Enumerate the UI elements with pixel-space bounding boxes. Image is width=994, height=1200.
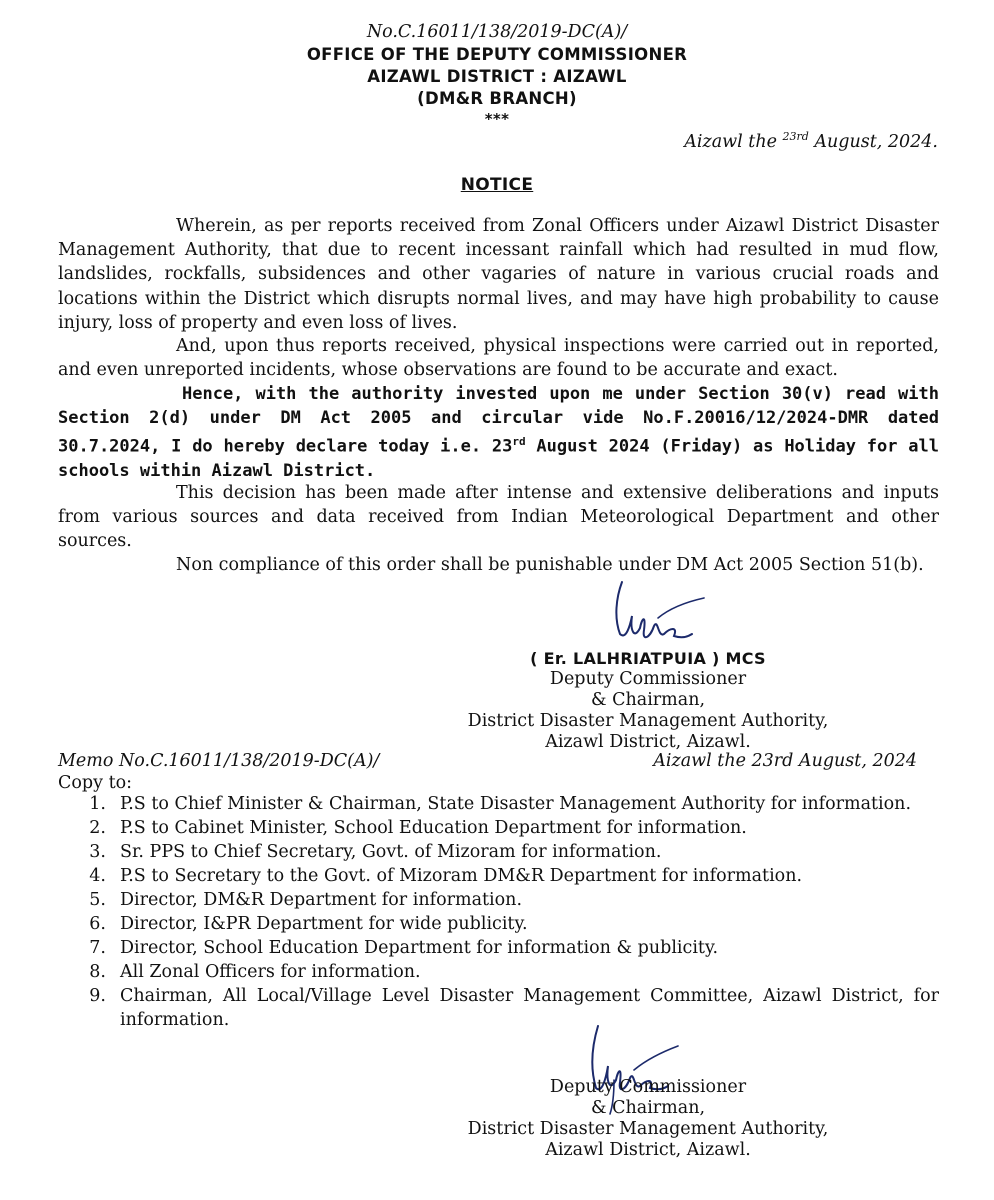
paragraph-1-text: Wherein, as per reports received from Zonal Officers under Aizawl District Disaster Management Authority, that due to recent incessant rainfall which had resulted in mud flow, landslides, rockfalls, subsidences and other vagaries of nature in various crucial roads and locations within the District which disrupts normal lives, and may have high probability to cause injury, loss of property and even loss of lives.: [58, 216, 939, 333]
list-item-number: 6.: [89, 914, 106, 934]
list-item-text: Director, I&PR Department for wide publicity.: [120, 914, 528, 934]
list-item: [84, 984, 939, 1032]
signatory-chairman: & Chairman,: [590, 690, 706, 710]
list-item: [84, 840, 939, 864]
notice-title: NOTICE: [460, 175, 534, 195]
declaration-text-a: Hence, with the authority invested upon me under Section 30(v) read with Section 2(d) under DM Act 2005 and circular vide No.F.20016/12/2024-DMR dated 30.7.2024, I do hereby declare today i.e. 23: [58, 384, 939, 458]
signatory-block: [420, 648, 876, 753]
paragraph-2-text: And, upon thus reports received, physical inspections were carried out in reported, and even unreported incidents, whose observations are found to be accurate and exact.: [58, 336, 939, 381]
list-item: [84, 864, 939, 888]
paragraph-1: [58, 214, 939, 335]
stars-separator: ***: [484, 110, 510, 128]
list-item-text: All Zonal Officers for information.: [120, 962, 421, 982]
list-item-number: 5.: [89, 890, 106, 910]
paragraph-5: [58, 553, 939, 577]
signatory-location: Aizawl District, Aizawl.: [545, 732, 751, 752]
file-number: No.C.16011/138/2019-DC(A)/: [366, 22, 628, 42]
footer-designation: Deputy Commissioner: [549, 1077, 747, 1097]
signatory-designation: Deputy Commissioner: [549, 669, 747, 689]
list-item-text: P.S to Chief Minister & Chairman, State Disaster Management Authority for information.: [120, 794, 912, 814]
list-item-text: P.S to Secretary to the Govt. of Mizoram DM&R Department for information.: [120, 866, 803, 886]
list-item-number: 9.: [89, 986, 106, 1006]
handwritten-signature: [600, 578, 720, 658]
list-item-number: 7.: [89, 938, 106, 958]
list-item-text: Director, DM&R Department for information.: [120, 890, 523, 910]
list-item-number: 2.: [89, 818, 106, 838]
footer-signatory-block: [420, 1077, 876, 1161]
footer-location: Aizawl District, Aizawl.: [545, 1140, 751, 1160]
paragraph-4-text: This decision has been made after intense and extensive deliberations and inputs from various sources and data received from Indian Meteorological Department and other sources.: [58, 483, 939, 552]
signatory-authority: District Disaster Management Authority,: [467, 711, 829, 731]
list-item: [84, 960, 939, 984]
list-item-number: 8.: [89, 962, 106, 982]
office-heading: OFFICE OF THE DEPUTY COMMISSIONER: [306, 45, 688, 64]
list-item-number: 4.: [89, 866, 106, 886]
list-item-text: Sr. PPS to Chief Secretary, Govt. of Mizoram for information.: [120, 842, 662, 862]
memo-date: Aizawl the 23rd August, 2024: [653, 751, 917, 771]
date-suffix: August, 2024.: [808, 131, 938, 152]
list-item-text: Chairman, All Local/Village Level Disaster Management Committee, Aizawl District, for information.: [120, 986, 939, 1030]
paragraph-2: [58, 334, 939, 382]
declaration-sup: rd: [512, 435, 526, 449]
list-item: [84, 912, 939, 936]
footer-chairman: & Chairman,: [590, 1098, 706, 1118]
district-heading: AIZAWL DISTRICT : AIZAWL: [367, 67, 627, 86]
branch-heading: (DM&R BRANCH): [417, 89, 577, 108]
list-item-number: 1.: [89, 794, 106, 814]
copy-to-list: [84, 792, 939, 1032]
date-prefix: Aizawl the: [684, 131, 783, 152]
list-item: [84, 936, 939, 960]
paragraph-4: [58, 481, 939, 554]
declaration-text-b: August 2024 (Friday) as Holiday for all schools within Aizawl District.: [58, 437, 939, 482]
list-item: [84, 816, 939, 840]
date-day: 23rd: [782, 130, 809, 143]
memo-number: Memo No.C.16011/138/2019-DC(A)/: [58, 751, 380, 771]
list-item-text: Director, School Education Department for information & publicity.: [120, 938, 719, 958]
list-item: [84, 888, 939, 912]
list-item: [84, 792, 939, 816]
notice-date: [684, 130, 938, 152]
signatory-name: ( Er. LALHRIATPUIA ) MCS: [530, 649, 766, 668]
list-item-number: 3.: [89, 842, 106, 862]
footer-authority: District Disaster Management Authority,: [467, 1119, 829, 1139]
paragraph-5-text: Non compliance of this order shall be punishable under DM Act 2005 Section 51(b).: [176, 555, 924, 575]
paragraph-3-declaration: [58, 382, 939, 483]
copy-to-label: Copy to:: [58, 773, 133, 793]
list-item-text: P.S to Cabinet Minister, School Education Department for information.: [120, 818, 747, 838]
